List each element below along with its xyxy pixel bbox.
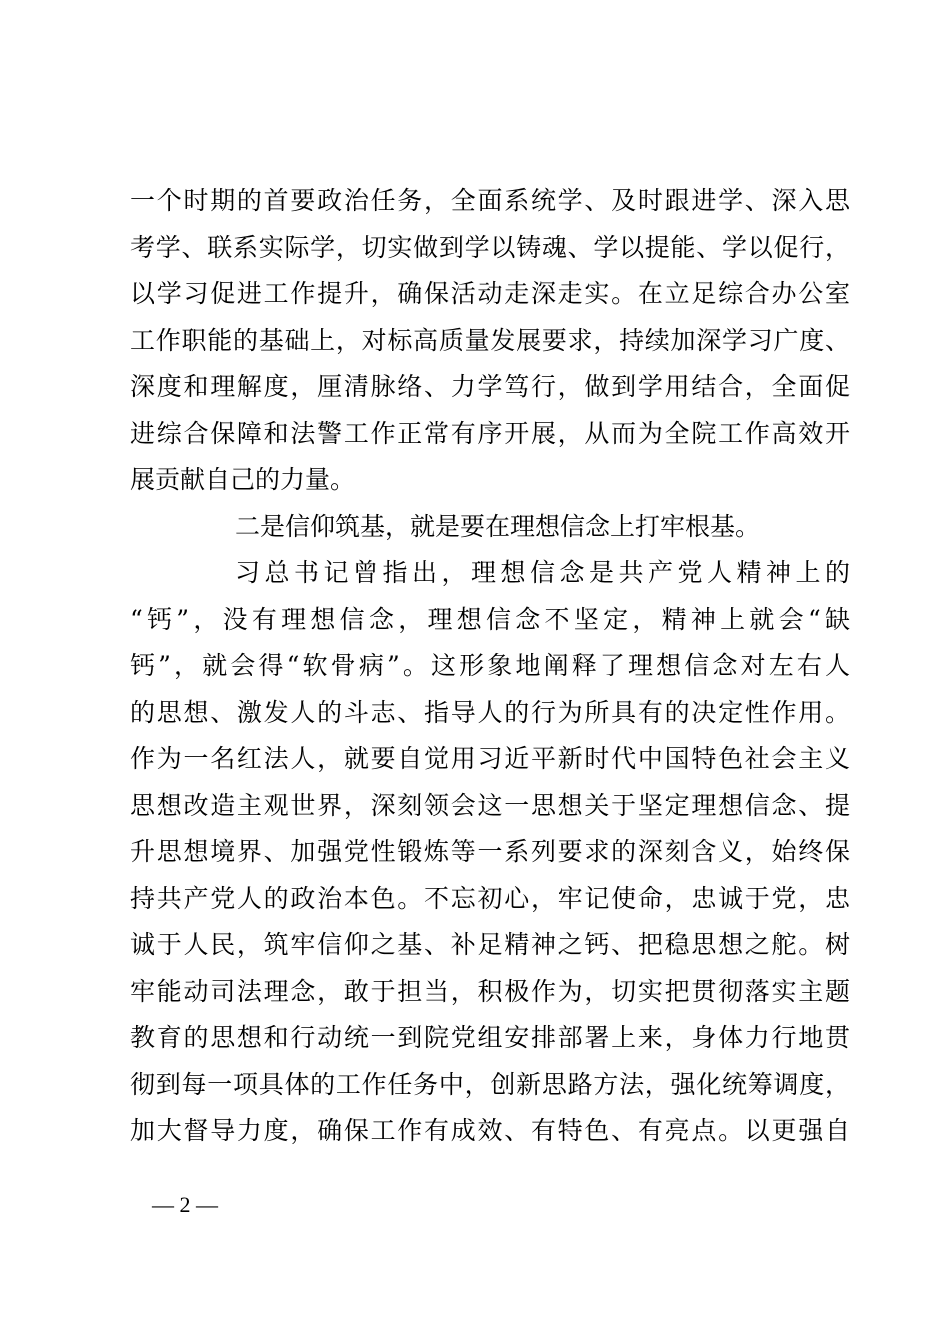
text-line: 教育的思想和行动统一到院党组安排部署上来，身体力行地贯 [130, 1023, 850, 1052]
text-line: 加大督导力度，确保工作有成效、有特色、有亮点。以更强自 [130, 1116, 850, 1145]
text-line: 的思想、激发人的斗志、指导人的行为所具有的决定性作用。 [130, 697, 850, 727]
text-line: 考学、联系实际学，切实做到学以铸魂、学以提能、学以促行， [130, 232, 850, 262]
body-text [130, 178, 850, 1155]
text-line: 习总书记曾指出，理想信念是共产党人精神上的 [235, 558, 850, 587]
text-line: 一个时期的首要政治任务，全面系统学、及时跟进学、深入思 [130, 186, 850, 215]
text-line: 彻到每一项具体的工作任务中，创新思路方法，强化统筹调度， [130, 1069, 850, 1099]
text-line: 诚于人民，筑牢信仰之基、补足精神之钙、把稳思想之舵。树 [130, 930, 850, 959]
text-line: “钙”，没有理想信念，理想信念不坚定，精神上就会“缺 [130, 604, 850, 634]
text-line: 持共产党人的政治本色。不忘初心，牢记使命，忠诚于党，忠 [130, 883, 850, 913]
text-line: 思想改造主观世界，深刻领会这一思想关于坚定理想信念、提 [130, 790, 850, 820]
text-line: 深度和理解度，厘清脉络、力学笃行，做到学用结合，全面促 [130, 372, 850, 401]
text-line: 作为一名红法人，就要自觉用习近平新时代中国特色社会主义 [130, 744, 850, 773]
text-line: 牢能动司法理念，敢于担当，积极作为，切实把贯彻落实主题 [130, 976, 850, 1006]
section-heading: 二是信仰筑基，就是要在理想信念上打牢根基。 [235, 511, 761, 541]
text-line: 以学习促进工作提升，确保活动走深走实。在立足综合办公室 [130, 279, 850, 308]
text-line: 升思想境界、加强党性锻炼等一系列要求的深刻含义，始终保 [130, 837, 850, 866]
text-line: 展贡献自己的力量。 [130, 465, 356, 494]
text-line: 进综合保障和法警工作正常有序开展，从而为全院工作高效开 [130, 418, 850, 448]
text-line: 工作职能的基础上，对标高质量发展要求，持续加深学习广度、 [130, 325, 850, 355]
text-line: 钙”，就会得“软骨病”。这形象地阐释了理想信念对左右人 [130, 651, 850, 680]
page-number: — 2 — [152, 1192, 218, 1217]
